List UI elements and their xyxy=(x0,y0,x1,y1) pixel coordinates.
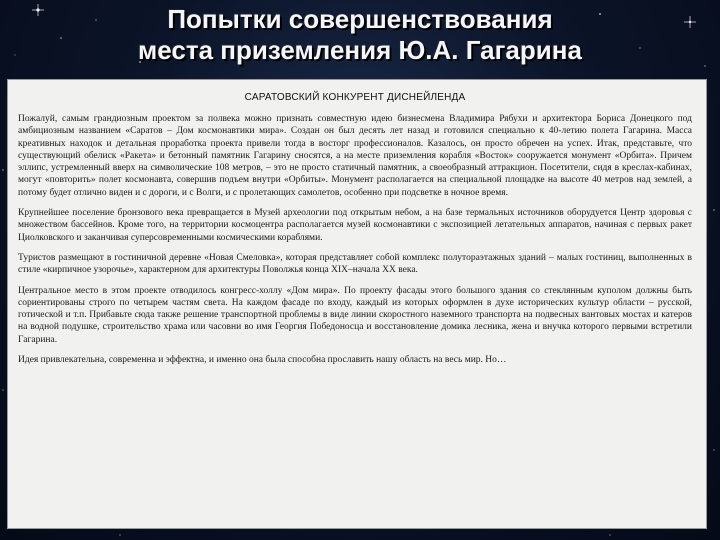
document-paragraph: Туристов размещают в гостиничной деревне «Новая Смеловка», которая представляет собой комплекс полутораэтажных зданий – малых гостиниц, выполненных в стиле «кирпичное узорочье», характерном для архитектуры Поволжья конца XIX–начала XX века. xyxy=(18,252,692,276)
document-paragraph: Крупнейшее поселение бронзового века превращается в Музей археологии под открытым небом, а на базе термальных источников оборудуется Центр здоровья с множеством бассейнов. Кроме того, на территории космоцентра располагается музей космонавтики с экспозицией летательных аппаратов, начиная с первых ракет Циолковского и заканчивая суперсовременными космическими кораблями. xyxy=(18,208,692,243)
slide-title-line-1: Попытки совершенствования xyxy=(167,4,553,34)
slide-title-line-2: места приземления Ю.А. Гагарина xyxy=(138,35,582,65)
document-panel xyxy=(7,79,707,529)
slide-title xyxy=(0,4,720,66)
document-heading: САРАТОВСКИЙ КОНКУРЕНТ ДИСНЕЙЛЕНДА xyxy=(244,92,466,103)
document-paragraph: Идея привлекательна, современна и эффектна, и именно она была способна прославить нашу область на весь мир. Но… xyxy=(18,355,507,366)
document-paragraph: Пожалуй, самым грандиозным проектом за полвека можно признать совместную идею бизнесмена Владимира Рябухи и архитектора Бориса Донецкого под амбициозным названием «Саратов – Дом космонавтики мира». Создан он был десять лет назад и готовился специально к 40-летию полета Гагарина. Масса креативных находок и детальная проработка проекта привели тогда в восторг профессионалов. Казалось, он просто обречен на успех. Итак, представьте, что существующий обелиск «Ракета» и бетонный памятник Гагарину сносятся, а на месте приземления корабля «Восток» сооружается монумент «Орбита». Причем эллипс, устремленный вверх на символические 108 метров, – это не просто статичный памятник, а своеобразный аттракцион. Посетители, сидя в креслах-кабинах, могут «повторить» полет космонавта, совершив подъем внутри «Орбиты». Монумент располагается на специальной площадке на высоте 40 метров над землей, а потому будет отлично виден и с дороги, и с Волги, и с пролетающих самолетов, особенно при подсветке в ночное время. xyxy=(18,114,692,198)
document-paragraph: Центральное место в этом проекте отводилось конгресс-холлу «Дом мира». По проекту фасады этого большого здания со стеклянным куполом должны быть сориентированы строго по четырем частям света. На каждом фасаде по входу, каждый из которых оформлен в духе исторических культур области – русской, готической и т.п. Прибавьте сюда также решение транспортной проблемы в виде линии скоростного наземного транспорта на подвесных вантовых мостах и катеров на водной подушке, строительство храма или часовни во имя Георгия Победоносца и восстановление домика лесника, жена и внучка которого первыми встретили Гагарина. xyxy=(18,285,692,345)
